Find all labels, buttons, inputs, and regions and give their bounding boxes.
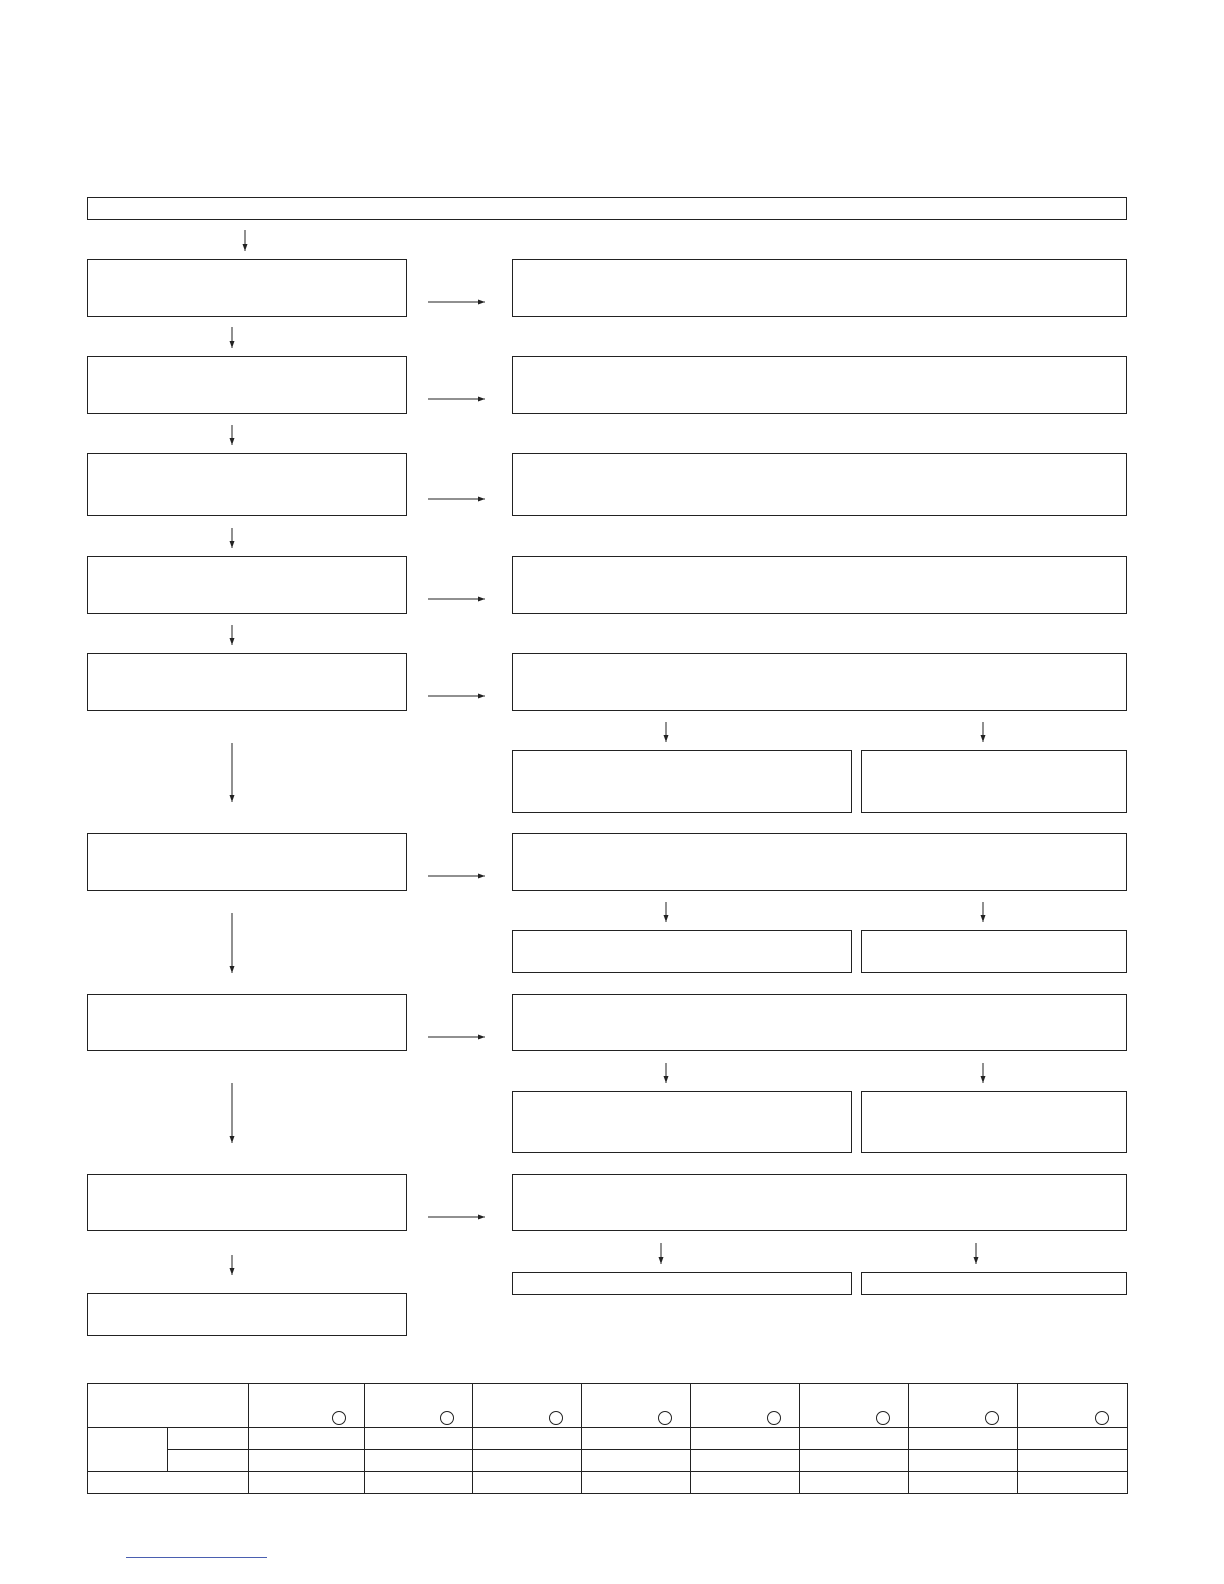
result-box-7 [512, 994, 1127, 1051]
table-cell [249, 1472, 365, 1494]
branch-box-b2 [861, 930, 1127, 973]
step-box-3 [87, 453, 407, 516]
result-box-3 [512, 453, 1127, 516]
footer-link-underline[interactable] [126, 1557, 267, 1558]
table-cell [691, 1428, 800, 1450]
table-cell [800, 1472, 909, 1494]
table-cell [691, 1450, 800, 1472]
circle-marker-icon [876, 1411, 890, 1425]
result-box-8 [512, 1174, 1127, 1231]
table-cell [473, 1428, 582, 1450]
branch-box-a1 [512, 750, 852, 813]
result-box-1 [512, 259, 1127, 317]
table-cell [909, 1450, 1018, 1472]
branch-box-a4 [512, 1272, 852, 1295]
table-cell [473, 1472, 582, 1494]
result-box-5 [512, 653, 1127, 711]
branch-box-a2 [512, 930, 852, 973]
table-cell [1018, 1450, 1128, 1472]
branch-box-b4 [861, 1272, 1127, 1295]
table-cell [582, 1428, 691, 1450]
circle-marker-icon [549, 1411, 563, 1425]
table-header-cell [800, 1384, 909, 1428]
result-box-4 [512, 556, 1127, 614]
table-row [88, 1428, 1128, 1450]
reference-table [87, 1383, 1128, 1494]
table-header-cell [582, 1384, 691, 1428]
table-header-cell [691, 1384, 800, 1428]
table-cell [249, 1428, 365, 1450]
step-box-7 [87, 994, 407, 1051]
table-header-cell [249, 1384, 365, 1428]
table-row-label [168, 1450, 249, 1472]
table-cell [691, 1472, 800, 1494]
table-cell [800, 1428, 909, 1450]
branch-box-a3 [512, 1091, 852, 1153]
table-cell [473, 1450, 582, 1472]
flow-start-box [87, 197, 1127, 220]
branch-box-b3 [861, 1091, 1127, 1153]
table-row-label [88, 1472, 249, 1494]
table-header-cell [473, 1384, 582, 1428]
table-row [88, 1450, 1128, 1472]
table-cell [800, 1450, 909, 1472]
table-row [88, 1472, 1128, 1494]
table-cell [582, 1450, 691, 1472]
step-box-1 [87, 259, 407, 317]
table-cell [1018, 1472, 1128, 1494]
table-header-cell [909, 1384, 1018, 1428]
step-box-5 [87, 653, 407, 711]
table-row-label [168, 1428, 249, 1450]
step-box-6 [87, 833, 407, 891]
table-cell [249, 1450, 365, 1472]
table-corner-cell [88, 1384, 249, 1428]
circle-marker-icon [440, 1411, 454, 1425]
circle-marker-icon [332, 1411, 346, 1425]
table-group-label [88, 1428, 168, 1472]
circle-marker-icon [985, 1411, 999, 1425]
step-box-8 [87, 1174, 407, 1231]
step-box-4 [87, 556, 407, 614]
table-header-row [88, 1384, 1128, 1428]
table-cell [365, 1450, 473, 1472]
circle-marker-icon [1095, 1411, 1109, 1425]
table-cell [365, 1428, 473, 1450]
result-box-6 [512, 833, 1127, 891]
table-header-cell [1018, 1384, 1128, 1428]
circle-marker-icon [658, 1411, 672, 1425]
result-box-2 [512, 356, 1127, 414]
branch-box-b1 [861, 750, 1127, 813]
table-header-cell [365, 1384, 473, 1428]
table-cell [582, 1472, 691, 1494]
step-box-9 [87, 1293, 407, 1336]
table-cell [365, 1472, 473, 1494]
step-box-2 [87, 356, 407, 414]
table-cell [909, 1472, 1018, 1494]
table-cell [909, 1428, 1018, 1450]
table-cell [1018, 1428, 1128, 1450]
circle-marker-icon [767, 1411, 781, 1425]
